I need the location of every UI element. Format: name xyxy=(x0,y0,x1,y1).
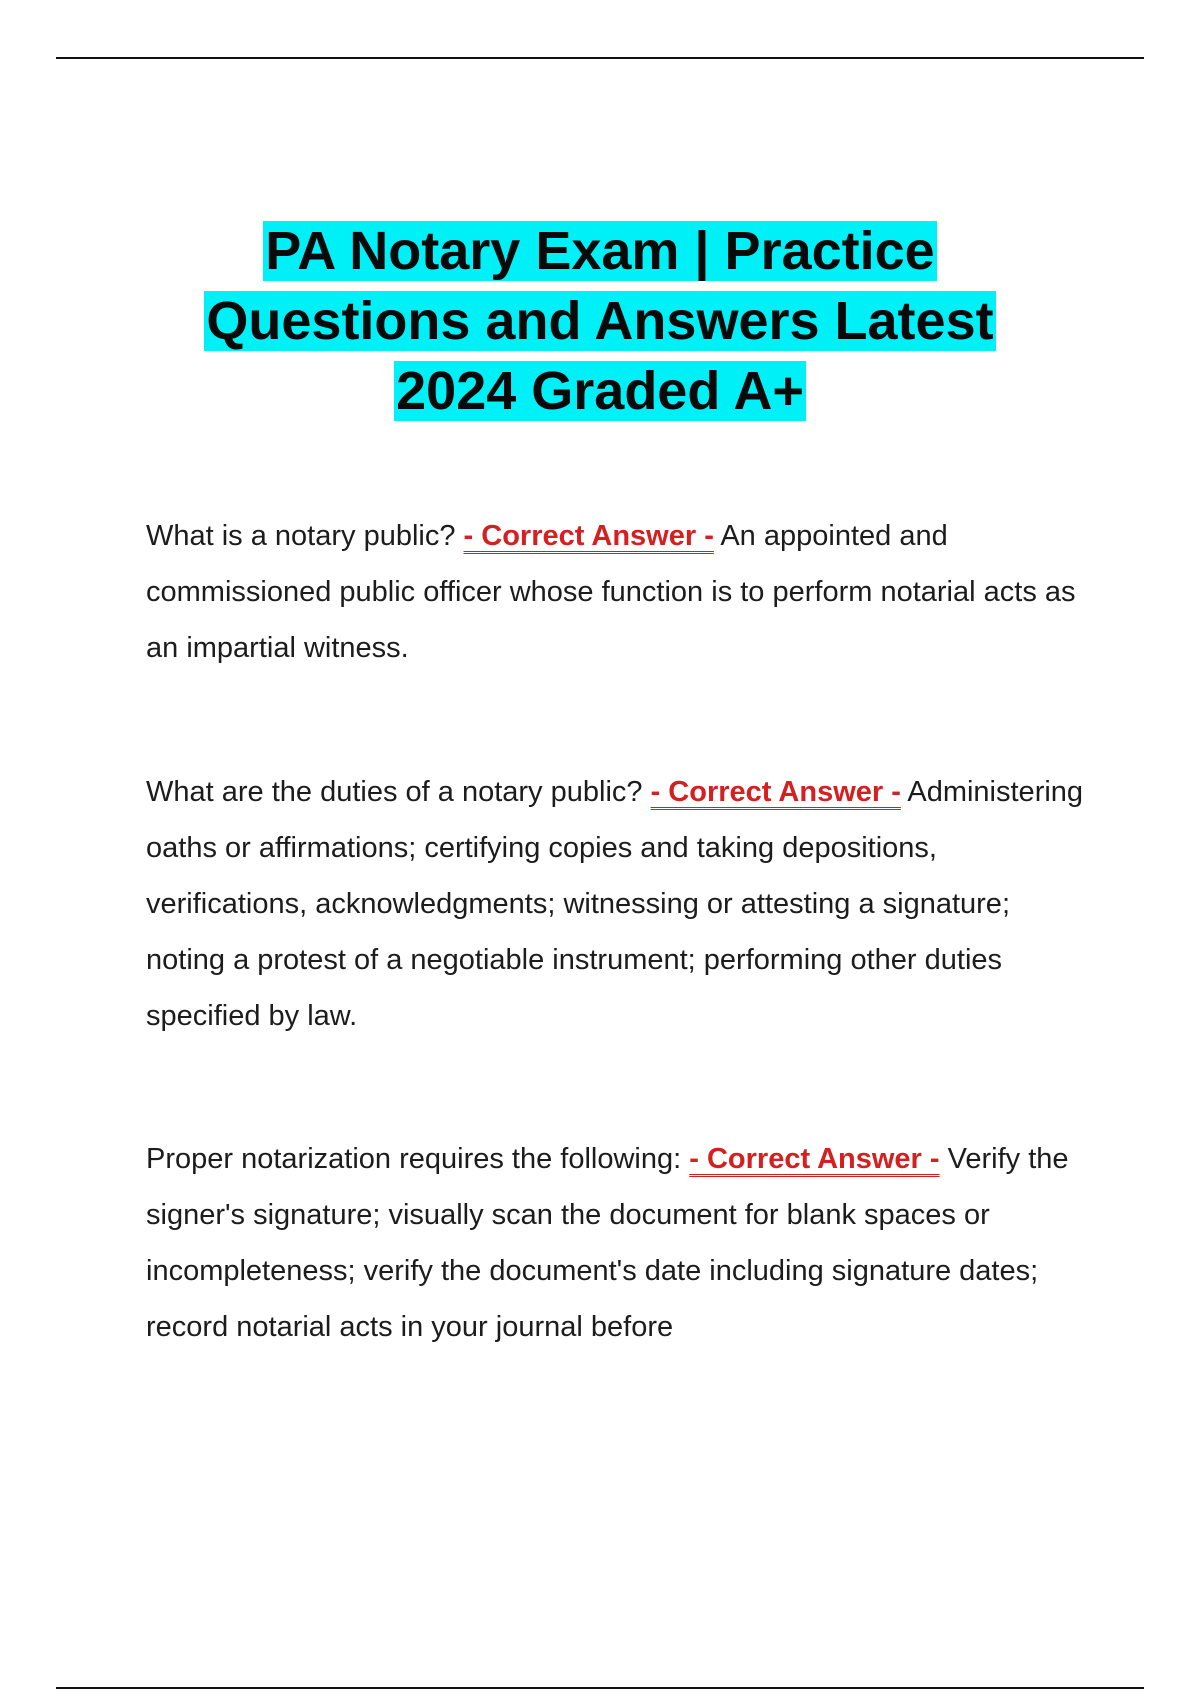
title-line-1: PA Notary Exam | Practice xyxy=(265,221,935,281)
answer-text: Verify the signer's signature; visually scan the document for blank spaces or incompleteness; verify the document's date including signature dates; record notarial acts in your journal before xyxy=(146,1143,1069,1343)
title-line-2: Questions and Answers Latest xyxy=(206,291,994,351)
correct-answer-marker: - Correct Answer - xyxy=(650,776,901,808)
answer-text: Administering oaths or affirmations; certifying copies and taking depositions, verifications, acknowledgments; witnessing or attesting a signature; noting a protest of a negotiable instrument; performing other duties specified by law. xyxy=(146,776,1084,1032)
question-text: Proper notarization requires the following: xyxy=(146,1143,682,1175)
answer-text: An appointed and commissioned public officer whose function is to perform notarial acts as an impartial witness. xyxy=(146,520,1076,664)
qa-item-1 xyxy=(146,508,1096,676)
correct-answer-marker: - Correct Answer - xyxy=(463,520,714,552)
bottom-divider xyxy=(56,1687,1144,1689)
correct-answer-marker: - Correct Answer - xyxy=(689,1143,940,1175)
qa-item-2 xyxy=(146,764,1096,1044)
question-text: What are the duties of a notary public? xyxy=(146,776,643,808)
top-divider xyxy=(56,57,1144,59)
title-line-3: 2024 Graded A+ xyxy=(396,361,804,421)
qa-item-3 xyxy=(146,1131,1096,1355)
document-title xyxy=(60,216,1140,426)
question-text: What is a notary public? xyxy=(146,520,456,552)
